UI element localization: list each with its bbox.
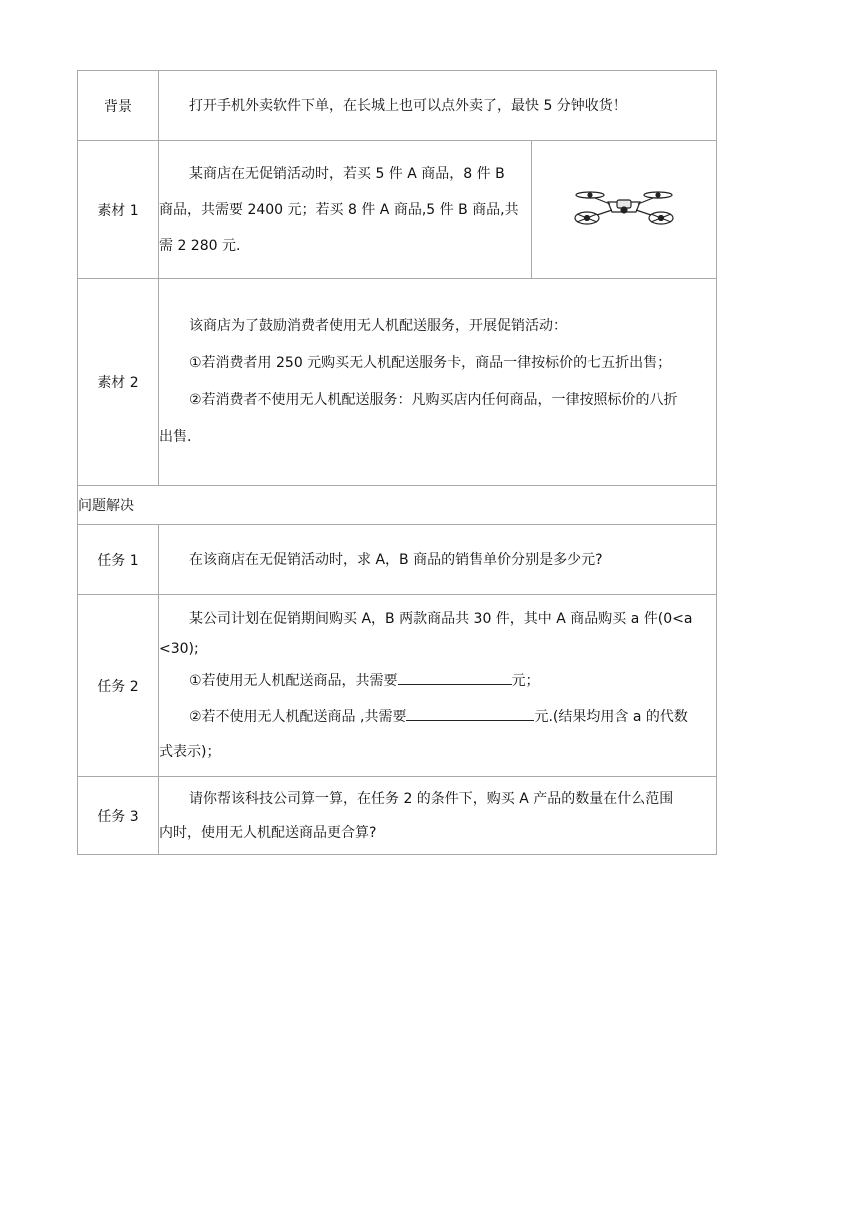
material1-image-cell (532, 141, 717, 279)
task2-line: 式表示)； (159, 743, 221, 760)
label-background: 背景 (78, 71, 159, 141)
material2-line: ①若消费者用 250 元购买无人机配送服务卡，商品一律按标价的七五折出售； (189, 355, 672, 371)
background-text: 打开手机外卖软件下单，在长城上也可以点外卖了，最快 5 分钟收货！ (189, 97, 627, 114)
row-material2 (78, 279, 717, 486)
task-table (77, 70, 717, 855)
answer-blank-1[interactable] (398, 669, 512, 685)
task2-item1-text: ①若使用无人机配送商品，共需要 (189, 672, 398, 689)
task2-item2-unit: 元.(结果均用含 a 的代数 (534, 708, 688, 725)
worksheet (77, 70, 716, 855)
row-task2 (78, 595, 717, 777)
material1-line: 需 2 280 元. (159, 237, 241, 254)
material2-line: 该商店为了鼓励消费者使用无人机配送服务，开展促销活动： (189, 318, 567, 334)
content-background (159, 71, 717, 141)
task1-text: 在该商店在无促销活动时，求 A，B 商品的销售单价分别是多少元? (189, 551, 603, 568)
task2-line: 某公司计划在促销期间购买 A，B 两款商品共 30 件，其中 A 商品购买 a 件(0<a (189, 610, 693, 627)
content-material1 (159, 141, 532, 279)
task3-line: 请你帮该科技公司算一算，在任务 2 的条件下，购买 A 产品的数量在什么范围 (189, 790, 674, 807)
material1-line: 某商店在无促销活动时，若买 5 件 A 商品，8 件 B (189, 165, 505, 182)
row-material1 (78, 141, 717, 279)
task2-item2 (159, 699, 716, 735)
content-task1 (159, 525, 717, 595)
material2-line: ②若消费者不使用无人机配送服务：凡购买店内任何商品，一律按照标价的八折 (189, 392, 678, 408)
label-task1: 任务 1 (78, 525, 159, 595)
label-material1: 素材 1 (78, 141, 159, 279)
content-material2 (159, 279, 717, 486)
label-task3: 任务 3 (78, 777, 159, 855)
task2-item1 (159, 663, 716, 699)
task2-item2-text: ②若不使用无人机配送商品 ,共需要 (189, 708, 407, 725)
row-task1 (78, 525, 717, 595)
row-task3 (78, 777, 717, 855)
problem-section-title: 问题解决 (78, 486, 717, 525)
row-problem-section (78, 486, 717, 525)
content-task3 (159, 777, 717, 855)
row-background (78, 71, 717, 141)
drone-icon (572, 188, 676, 228)
label-material2: 素材 2 (78, 279, 159, 486)
task2-item1-unit: 元； (511, 672, 540, 689)
label-task2: 任务 2 (78, 595, 159, 777)
content-task2 (159, 595, 717, 777)
task3-line: 内时，使用无人机配送商品更合算? (159, 824, 377, 841)
material1-line: 商品，共需要 2400 元；若买 8 件 A 商品,5 件 B 商品,共 (159, 201, 519, 218)
answer-blank-2[interactable] (406, 705, 534, 721)
material2-line: 出售. (159, 429, 192, 445)
task2-line: <30); (159, 640, 199, 657)
